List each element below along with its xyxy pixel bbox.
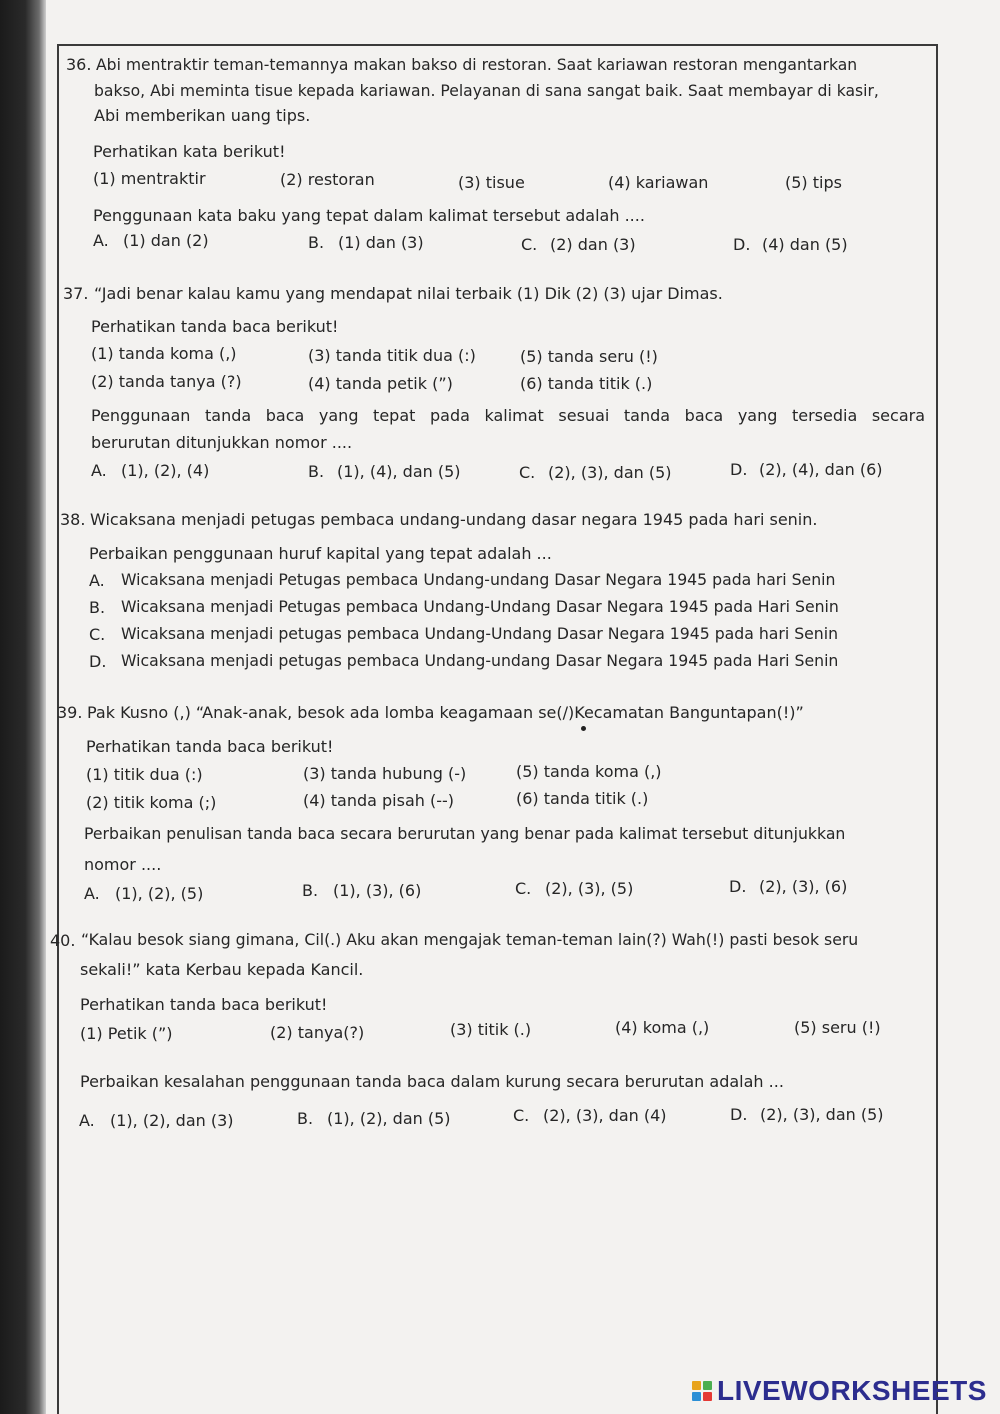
option-text: (2), (4), dan (6)	[759, 460, 883, 479]
option-text: Wicaksana menjadi Petugas pembaca Undang-undang Dasar Negara 1945 pada hari Senin	[121, 570, 836, 589]
question-stem-line: Abi memberikan uang tips.	[94, 106, 311, 125]
question-stem-line: Pak Kusno (,) “Anak-anak, besok ada lomba keagamaan se(/)Kecamatan Banguntapan(!)”	[87, 703, 804, 722]
option-text: (1), (2), (5)	[115, 884, 204, 903]
option-letter: C.	[515, 879, 532, 898]
option-letter: B.	[308, 233, 325, 252]
option-letter: B.	[89, 598, 106, 617]
option-text: (2), (3), (5)	[545, 879, 634, 898]
option-letter: D.	[730, 460, 748, 479]
option-letter: C.	[89, 625, 106, 644]
item: (4) tanda petik (”)	[308, 374, 453, 393]
option-text: (2), (3), (6)	[759, 877, 848, 896]
instruction: Perhatikan tanda baca berikut!	[86, 737, 334, 756]
logo-square	[692, 1381, 701, 1390]
question-prompt: Perbaikan kesalahan penggunaan tanda baca dalam kurung secara berurutan adalah ...	[80, 1072, 784, 1091]
option-letter: C.	[521, 235, 538, 254]
option-text: (1), (2), dan (3)	[110, 1111, 234, 1130]
liveworksheets-logo	[692, 1376, 987, 1406]
option-text: (1) dan (3)	[338, 233, 424, 252]
item: (1) Petik (”)	[80, 1024, 173, 1043]
option-text: (2), (3), dan (5)	[548, 463, 672, 482]
question-stem-line: “Kalau besok siang gimana, Cil(.) Aku akan mengajak teman-teman lain(?) Wah(!) pasti besok seru	[81, 930, 859, 949]
item: (3) tisue	[458, 173, 525, 192]
question-stem-line: Abi mentraktir teman-temannya makan bakso di restoran. Saat kariawan restoran mengantarkan	[96, 56, 858, 74]
question-number: 39.	[57, 703, 83, 722]
option-letter: B.	[308, 462, 325, 481]
option-letter: D.	[89, 652, 107, 671]
option-text: (1), (4), dan (5)	[337, 462, 461, 481]
item: (2) tanya(?)	[270, 1023, 365, 1042]
question-prompt: Penggunaan tanda baca yang tepat pada kalimat sesuai tanda baca yang tersedia secara	[91, 406, 925, 425]
option-letter: B.	[302, 881, 319, 900]
item: (3) tanda hubung (-)	[303, 764, 467, 783]
question-number: 40.	[50, 931, 76, 950]
instruction: Perhatikan tanda baca berikut!	[80, 995, 328, 1014]
item: (5) tips	[785, 173, 842, 192]
question-prompt: Perbaikan penulisan tanda baca secara berurutan yang benar pada kalimat tersebut ditunjukkan	[84, 824, 846, 843]
item: (1) tanda koma (,)	[91, 344, 237, 363]
item: (4) koma (,)	[615, 1018, 710, 1037]
option-letter: B.	[297, 1109, 314, 1128]
item: (6) tanda titik (.)	[516, 789, 649, 808]
question-prompt: nomor ....	[84, 855, 162, 874]
item: (2) titik koma (;)	[86, 793, 217, 812]
question-prompt: berurutan ditunjukkan nomor ....	[91, 433, 353, 452]
question-number: 38.	[60, 510, 86, 529]
instruction: Perbaikan penggunaan huruf kapital yang tepat adalah ...	[89, 544, 552, 563]
option-text: (1), (2), (4)	[121, 461, 210, 480]
item: (5) tanda koma (,)	[516, 762, 662, 781]
item: (4) kariawan	[608, 173, 709, 192]
option-text: (2), (3), dan (4)	[543, 1106, 667, 1125]
scan-binding-edge	[0, 0, 46, 1414]
option-letter: A.	[89, 571, 105, 590]
item: (5) tanda seru (!)	[520, 347, 658, 366]
item: (2) restoran	[280, 170, 375, 189]
option-text: (2) dan (3)	[550, 235, 636, 254]
option-text: (1) dan (2)	[123, 231, 209, 250]
option-text: (1), (2), dan (5)	[327, 1109, 451, 1128]
logo-square	[692, 1392, 701, 1401]
liveworksheets-icon	[692, 1381, 712, 1401]
option-text: Wicaksana menjadi petugas pembaca Undang-Undang Dasar Negara 1945 pada hari Senin	[121, 624, 839, 643]
option-text: (2), (3), dan (5)	[760, 1105, 884, 1124]
option-text: (4) dan (5)	[762, 235, 848, 254]
option-letter: D.	[733, 235, 751, 254]
item: (2) tanda tanya (?)	[91, 372, 242, 391]
ink-mark	[581, 726, 586, 731]
option-text: (1), (3), (6)	[333, 881, 422, 900]
item: (3) tanda titik dua (:)	[308, 346, 476, 365]
question-stem-line: Wicaksana menjadi petugas pembaca undang-undang dasar negara 1945 pada hari senin.	[90, 510, 818, 529]
item: (3) titik (.)	[450, 1020, 532, 1039]
question-stem-line: bakso, Abi meminta tisue kepada kariawan. Pelayanan di sana sangat baik. Saat membayar di kasir,	[94, 82, 879, 100]
item: (5) seru (!)	[794, 1018, 881, 1037]
option-letter: C.	[519, 463, 536, 482]
option-text: Wicaksana menjadi petugas pembaca Undang-undang Dasar Negara 1945 pada Hari Senin	[121, 651, 839, 670]
option-letter: A.	[93, 231, 109, 250]
item: (4) tanda pisah (--)	[303, 791, 455, 810]
logo-square	[703, 1381, 712, 1390]
item: (1) titik dua (:)	[86, 765, 203, 784]
option-letter: A.	[79, 1111, 95, 1130]
item: (1) mentraktir	[93, 169, 206, 188]
option-letter: D.	[730, 1105, 748, 1124]
option-letter: A.	[84, 884, 100, 903]
question-number: 37.	[63, 284, 89, 303]
option-letter: D.	[729, 877, 747, 896]
option-letter: A.	[91, 461, 107, 480]
item: (6) tanda titik (.)	[520, 374, 653, 393]
question-number: 36.	[66, 55, 92, 74]
instruction: Perhatikan kata berikut!	[93, 142, 286, 161]
option-text: Wicaksana menjadi Petugas pembaca Undang-Undang Dasar Negara 1945 pada Hari Senin	[121, 597, 839, 616]
question-prompt: Penggunaan kata baku yang tepat dalam kalimat tersebut adalah ....	[93, 206, 645, 225]
instruction: Perhatikan tanda baca berikut!	[91, 317, 339, 336]
option-letter: C.	[513, 1106, 530, 1125]
logo-square	[703, 1392, 712, 1401]
brand-name: LIVEWORKSHEETS	[717, 1375, 987, 1406]
question-stem-line: “Jadi benar kalau kamu yang mendapat nilai terbaik (1) Dik (2) (3) ujar Dimas.	[94, 284, 723, 303]
question-stem-line: sekali!” kata Kerbau kepada Kancil.	[80, 960, 364, 979]
